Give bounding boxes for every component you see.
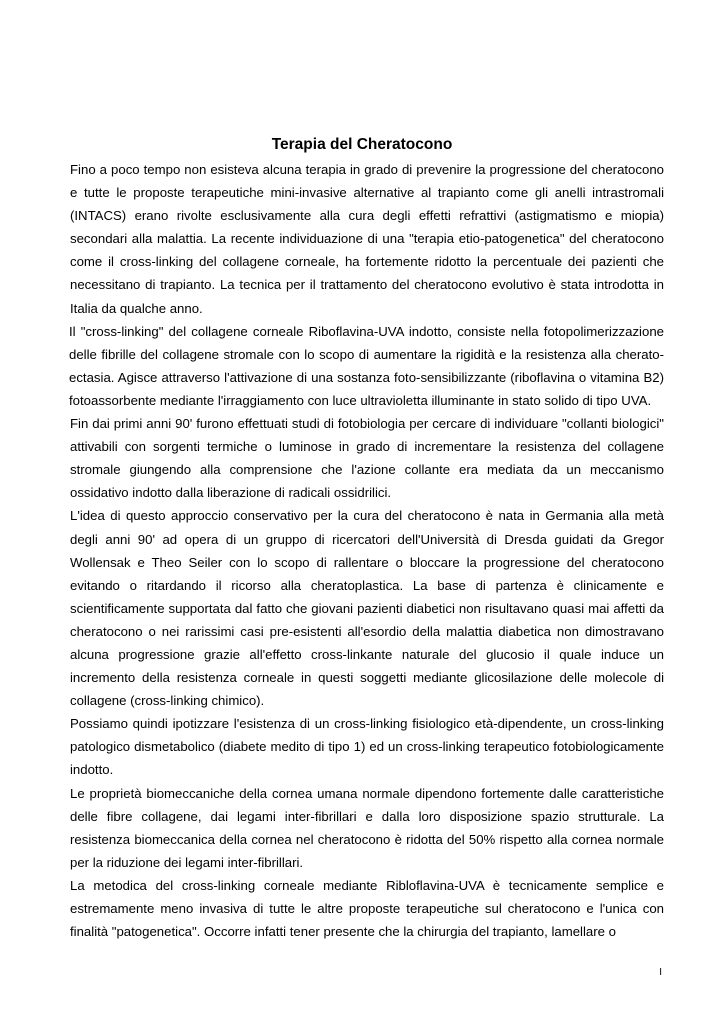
paragraph: L'idea di questo approccio conservativo per la cura del cheratocono è nata in Germania alla metà degli anni 90' ad opera di un gruppo di ricercatori dell'Università di Dresda guidati da Gregor Wollensak e Theo Seiler con lo scopo di rallentare o bloccare la progressione del cheratocono evitando o ritardando il ricorso alla cheratoplastica. La base di partenza è clinicamente e scientificamente supportata dal fatto che giovani pazienti diabetici non risultavano quasi mai affetti da cheratocono o nei rarissimi casi pre-esistenti all'esordio della malattia diabetica non dimostravano alcuna progressione grazie all'effetto cross-linkante naturale del glucosio il quale induce un incremento della resistenza corneale in questi soggetti mediante glicosilazione delle molecole di collagene (cross-linking chimico). (70, 508, 664, 709)
page-number: I (659, 967, 662, 978)
paragraph: Fin dai primi anni 90' furono effettuati studi di fotobiologia per cercare di individuare "collanti biologici" attivabili con sorgenti termiche o luminose in grado di incrementare la resistenza del collagene stromale giungendo alla comprensione che l'azione collante era mediata da un meccanismo ossidativo indotto dalla liberazione di radicali ossidrilici. (70, 416, 664, 501)
paragraph: La metodica del cross-linking corneale mediante Ribloflavina-UVA è tecnicamente semplice e estremamente meno invasiva di tutte le altre proposte terapeutiche sul cheratocono e l'unica con finalità "patogenetica". Occorre infatti tener presente che la chirurgia del trapianto, lamellare o (70, 877, 664, 940)
document-body (70, 158, 664, 943)
paragraph: Il "cross-linking" del collagene corneale Riboflavina-UVA indotto, consiste nella fotopolimerizzazione delle fibrille del collagene stromale con lo scopo di aumentare la rigidità e la resistenza alla cherato-ectasia. Agisce attraverso l'attivazione di una sostanza foto-sensibilizzante (riboflavina o vitamina B2) fotoassorbente mediante l'irraggiamento con luce ultravioletta illuminante in stato solido di tipo UVA. (69, 323, 664, 408)
paragraph: Fino a poco tempo non esisteva alcuna terapia in grado di prevenire la progressione del cheratocono e tutte le proposte terapeutiche mini-invasive alternative al trapianto come gli anelli intrastromali (INTACS) erano rivolte esclusivamente alla cura degli effetti refrattivi (astigmatismo e miopia) secondari alla malattia. La recente individuazione di una "terapia etio-patogenetica" del cheratocono come il cross-linking del collagene corneale, ha fortemente ridotto la percentuale dei pazienti che necessitano di trapianto. La tecnica per il trattamento del cheratocono evolutivo è stata introdotta in Italia da qualche anno. (70, 162, 664, 316)
page-title: Terapia del Cheratocono (271, 136, 453, 153)
paragraph: Possiamo quindi ipotizzare l'esistenza di un cross-linking fisiologico età-dipendente, un cross-linking patologico dismetabolico (diabete medito di tipo 1) ed un cross-linking terapeutico fotobiologicamente indotto. (70, 716, 664, 778)
paragraph: Le proprietà biomeccaniche della cornea umana normale dipendono fortemente dalle caratteristiche delle fibre collagene, dai legami inter-fibrillari e dalla loro disposizione spazio strutturale. La resistenza biomeccanica della cornea nel cheratocono è ridotta del 50% rispetto alla cornea normale per la riduzione dei legami inter-fibrillari. (70, 785, 664, 870)
